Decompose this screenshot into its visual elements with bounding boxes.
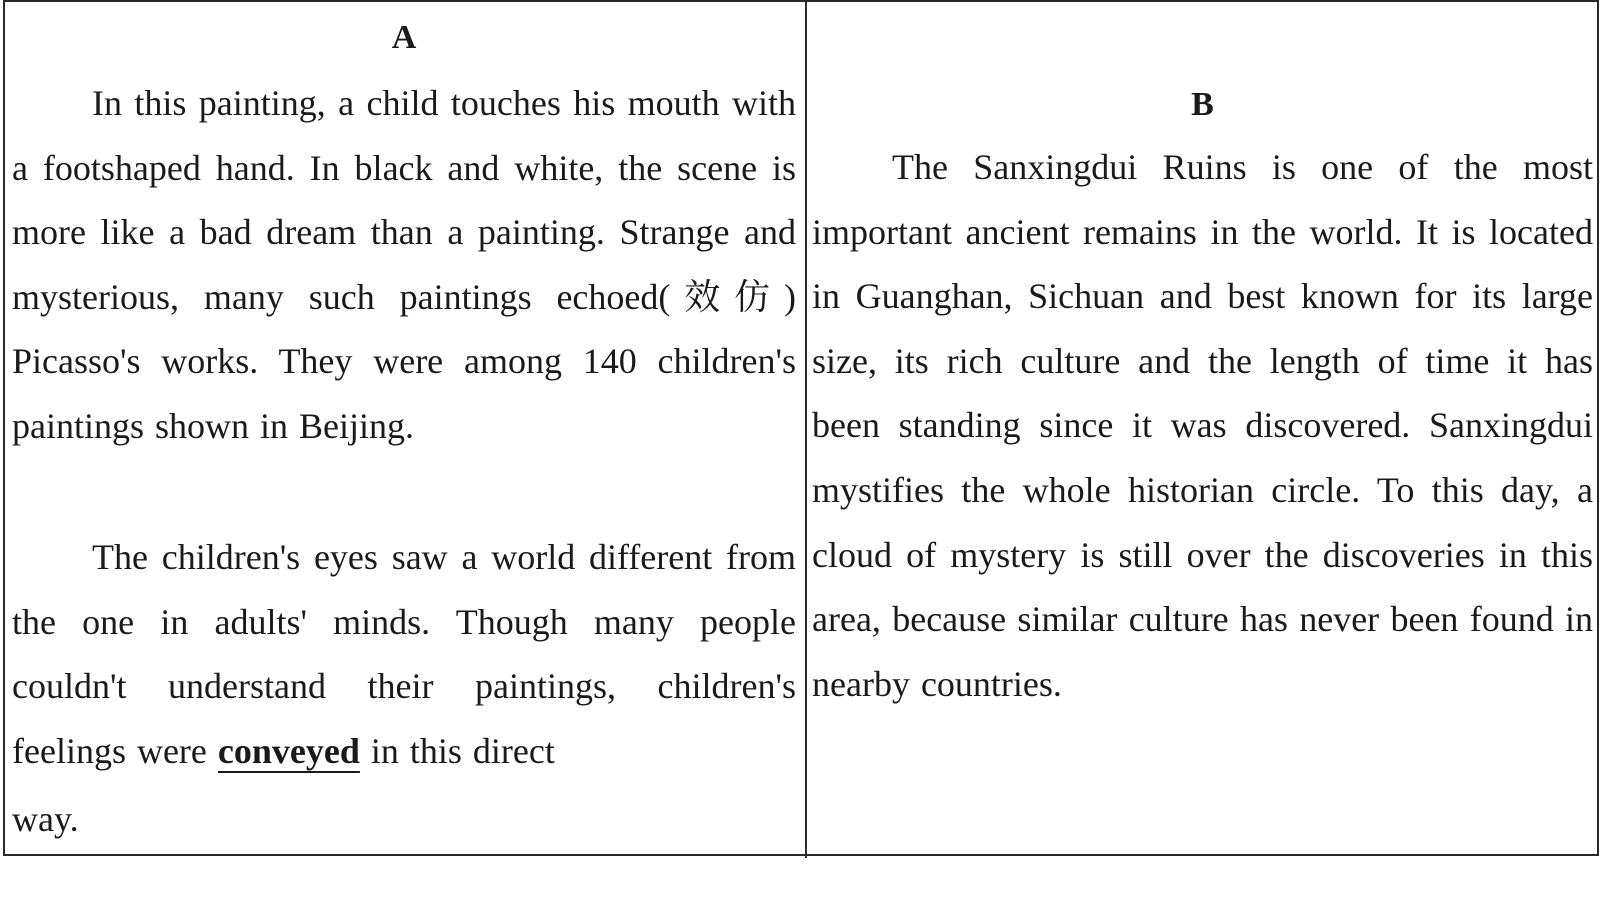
passage-a-paragraph-2-text: The children's eyes saw a world different from the one in adults' minds. Though many people couldn't understand their paintings, children's feelings were bbox=[12, 537, 796, 771]
passage-a-paragraph-2-tail: in this direct bbox=[359, 730, 555, 771]
passage-a-paragraph-2 bbox=[12, 525, 796, 852]
keyword-conveyed: conveyed bbox=[217, 730, 360, 771]
passage-a-paragraph-2-end: way. bbox=[12, 799, 79, 840]
passage-b-paragraph-1: The Sanxingdui Ruins is one of the most important ancient remains in the world. It is located in Guanghan, Sichuan and best known for its large size, its rich culture and the length of time it has been standing since it was discovered. Sanxingdui mystifies the whole historian circle. To this day, a cloud of mystery is still over the discoveries in this area, because similar culture has never been found in nearby countries. bbox=[812, 147, 1593, 704]
column-divider bbox=[805, 2, 807, 858]
passage-b-heading: B bbox=[1191, 86, 1214, 123]
passage-a-paragraph-1: In this painting, a child touches his mouth with a footshaped hand. In black and white, the scene is more like a bad dream than a painting. Strange and mysterious, many such paintings echoed(效仿) Picasso's works. They were among 140 children's paintings shown in Beijing. bbox=[12, 83, 796, 446]
passage-a-heading: A bbox=[391, 19, 417, 56]
